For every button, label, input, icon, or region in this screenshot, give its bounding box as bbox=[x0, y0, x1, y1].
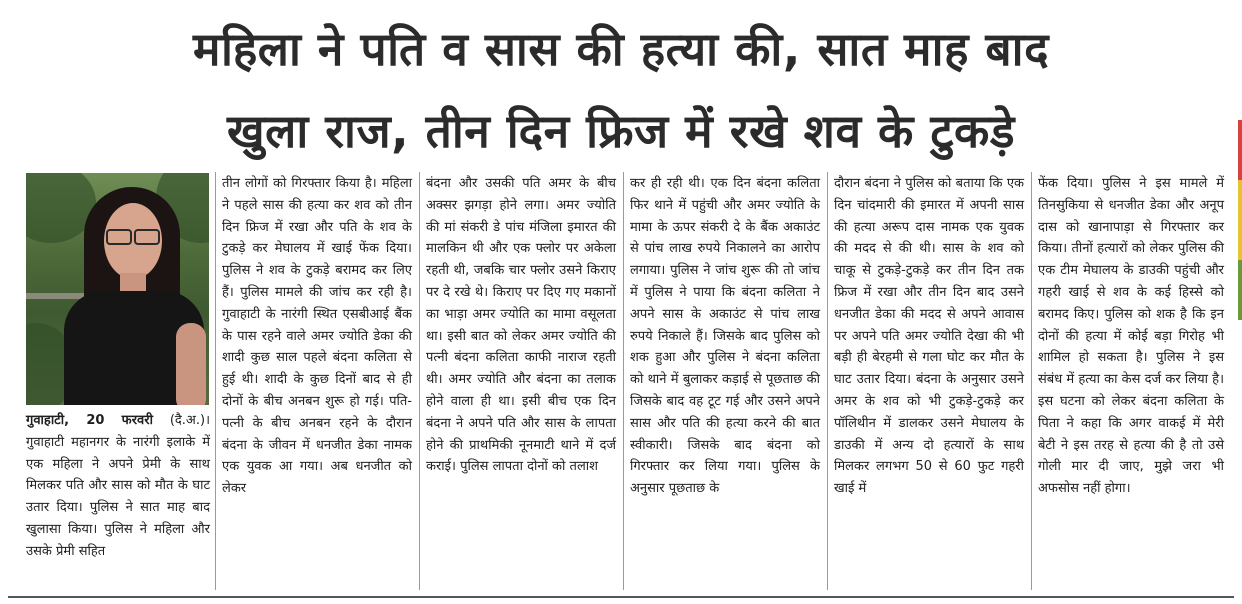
article-column-4 bbox=[630, 173, 820, 500]
column-3-text: बंदना और उसकी पति अमर के बीच अक्सर झगड़ा होने लगा। अमर ज्योति की मां संकरी डे पांच मंजिला इमारत की मालकिन थी और एक फ्लोर पर अकेला रहती थी, जबकि चार फ्लोर उसने किराए पर दे रखे थे। किराए पर दिए गए मकानों का भाड़ा अमर ज्योति का मामा वसूलता था। इसी बात को लेकर अमर ज्योति की पत्नी बंदना कलिता काफी नाराज रहती थी। अमर ज्योति और बंदना का तलाक होने वाला ही था। इसी बीच एक दिन बंदना ने अपने पति और सास के लापता होने की प्राथमिकी नूनमाटी थाने में दर्ज कराई। पुलिस लापता दोनों को तलाश bbox=[426, 176, 616, 475]
column-1-text: (दै.अ.)। गुवाहाटी महानगर के नारंगी इलाके में एक महिला ने अपने प्रेमी के साथ मिलकर पति और सास को मौत के घाट उतार दिया। पुलिस ने सात माह बाद खुलासा किया। पुलिस ने महिला और उसके प्रेमी सहित bbox=[26, 413, 210, 559]
headline bbox=[0, 8, 1242, 172]
column-5-text: दौरान बंदना ने पुलिस को बताया कि एक दिन चांदमारी की इमारत में अपनी सास की हत्या अरूप दास नामक एक युवक की मदद से की थी। सास के शव को चाकू से टुकड़े-टुकड़े कर तीन दिन तक फ्रिज में रखा और तीन दिन बाद उसने धनजीत डेका की मदद से अपने आवास पर अपने पति अमर ज्योति देखा की भी बड़ी ही बेरहमी से गला घोट कर मौत के घाट उतार दिया। बंदना के अनुसार उसने अमर के शव को भी टुकड़े-टुकड़े कर पॉलिथीन में डालकर उसने मेघालय के डाउकी में अन्य दो हत्यारों के साथ मिलकर लगभग 50 से 60 फुट गहरी खाई में bbox=[834, 176, 1024, 497]
article-column-1 bbox=[26, 410, 210, 563]
column-divider bbox=[215, 172, 216, 590]
edge-strip bbox=[1238, 180, 1242, 260]
article-column-2 bbox=[222, 173, 412, 500]
article-column-3 bbox=[426, 173, 616, 478]
column-6-text: फेंक दिया। पुलिस ने इस मामले में तिनसुकिया से धनजीत डेका और अनूप दास को खानापाड़ा से गिरफ्तार कर किया। तीनों हत्यारों को लेकर पुलिस की एक टीम मेघालय के डाउकी पहुंची और गहरी खाई से शव के कई हिस्से को बरामद किए। पुलिस को शक है कि इन दोनों की हत्या में कोई बड़ा गिरोह भी शामिल हो सकता है। पुलिस ने इस संबंध में हत्या का केस दर्ज कर लिया है। इस घटना को लेकर बंदना कलिता के पिता ने कहा कि अगर वाकई में मेरी बेटी ने इस तरह से हत्या की है तो उसे गोली मार दी जाए, मुझे जरा भी अफसोस नहीं होगा। bbox=[1038, 176, 1224, 497]
column-divider bbox=[827, 172, 828, 590]
edge-strip bbox=[1238, 260, 1242, 320]
woman-portrait-photo bbox=[26, 173, 209, 405]
article-column-6 bbox=[1038, 173, 1224, 500]
column-divider bbox=[419, 172, 420, 590]
headline-line-2: खुला राज, तीन दिन फ्रिज में रखे शव के टुकड़े bbox=[227, 104, 1015, 158]
edge-strip bbox=[1238, 120, 1242, 180]
column-divider bbox=[1031, 172, 1032, 590]
dateline: गुवाहाटी, 20 फरवरी bbox=[26, 413, 153, 428]
column-2-text: तीन लोगों को गिरफ्तार किया है। महिला ने पहले सास की हत्या कर शव को तीन दिन फ्रिज में रखा और पति के शव के टुकड़े कर मेघालय में खाई फेंक दिया। पुलिस ने शव के टुकड़े बरामद कर लिए हैं। पुलिस मामले की जांच कर रही है। गुवाहाटी के नारंगी स्थित एसबीआई बैंक के पास रहने वाले अमर ज्योति डेका की शादी कुछ साल पहले बंदना कलिता से हुई थी। शादी के कुछ दिनों बाद से ही दोनों के बीच अनबन शुरू हो गई। पति-पत्नी के बीच अनबन रहने के दौरान बंदना के जीवन में धनजीत डेका नामक एक युवक आ गया। अब धनजीत को लेकर bbox=[222, 176, 412, 497]
column-divider bbox=[623, 172, 624, 590]
article-column-5 bbox=[834, 173, 1024, 500]
bottom-rule bbox=[8, 596, 1234, 598]
column-4-text: कर ही रही थी। एक दिन बंदना कलिता फिर थाने में पहुंची और अमर ज्योति के मामा के ऊपर संकरी दे के बैंक अकाउंट से पांच लाख रुपये निकालने का आरोप लगाया। पुलिस ने जांच शुरू की तो जांच में पुलिस ने पाया कि बंदना कलिता ने अपने सास के अकाउंट से पांच लाख रुपये निकाले हैं। जिसके बाद पुलिस को शक हुआ और पुलिस ने बंदना कलिता को थाने में बुलाकर कड़ाई से पूछताछ की जिसके बाद वह टूट गई और उसने अपने सास और पति की हत्या करने की बात स्वीकारी। जिसके बाद बंदना को गिरफ्तार कर लिया गया। पुलिस के अनुसार पूछताछ के bbox=[630, 176, 820, 497]
headline-line-1: महिला ने पति व सास की हत्या की, सात माह बाद bbox=[192, 22, 1050, 76]
